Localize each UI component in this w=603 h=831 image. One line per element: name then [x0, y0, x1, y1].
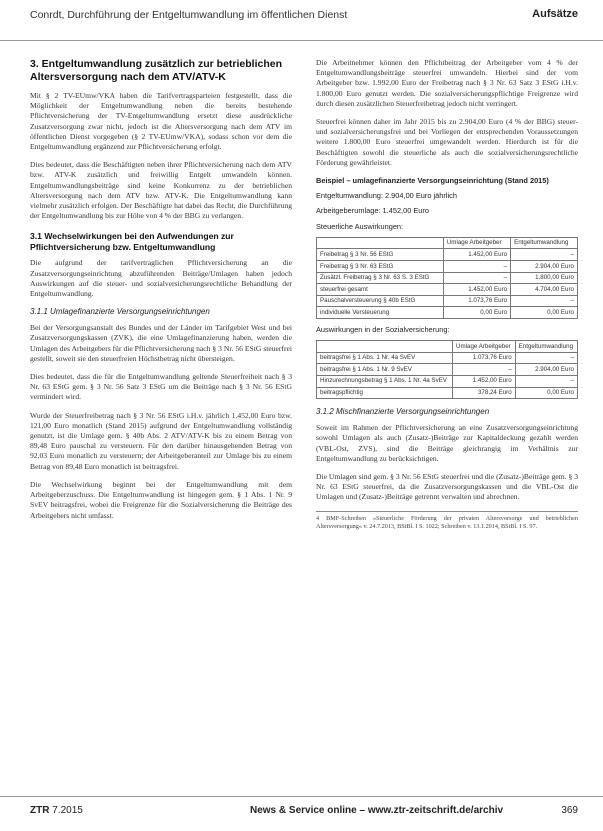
sv-title: Auswirkungen in der Sozialversicherung: [316, 325, 450, 334]
table-cell: 0,00 Euro [515, 387, 577, 399]
table-header: Entgeltumwandlung [511, 237, 578, 249]
table-cell: 0,00 Euro [443, 307, 510, 319]
table-cell: 378,24 Euro [453, 387, 516, 399]
table-cell: 4.704,00 Euro [511, 284, 578, 296]
subsubsection-heading: 3.1.1 Umlagefinanzierte Versorgungseinrichtungen [30, 307, 210, 317]
table-cell: – [443, 272, 510, 284]
table-cell: steuerfrei gesamt [317, 284, 444, 296]
journal-name: ZTR [30, 805, 50, 816]
sv-table [316, 340, 578, 399]
table-header-empty [317, 341, 453, 353]
table-cell: 2.904,00 Euro [515, 364, 577, 376]
table-row [317, 295, 578, 307]
paragraph: Mit § 2 TV-EUmw/VKA haben die Tarifvertragsparteien festgestellt, dass die Möglichkeit der Entgeltumwandlung neben die bereits bestehende Pflichtversicherung der TV-Entgeltumwandlung ersetzt diese ausdrückliche Zusatzversorgung zwar nicht, jedoch ist die Altersversorgung nach dem ATV im öffentlichen Dienst vorgegeben (§ 2 TV-EUmw/VKA), sodass schon vor dem die Entgeltumwandlung ergänzend zur Pflichtversicherung erfolgt. [30, 91, 292, 152]
table-cell: 0,00 Euro [511, 307, 578, 319]
table-cell: beitragsfrei § 1 Abs. 1 Nr. 9 SvEV [317, 364, 453, 376]
table-row [317, 364, 578, 376]
example-line: Entgeltumwandlung: 2.904,00 Euro jährlich [316, 191, 457, 201]
table-cell: beitragsfrei § 1 Abs. 1 Nr. 4a SvEV [317, 352, 453, 364]
table-cell: 1.073,76 Euro [453, 352, 516, 364]
example-line: Steuerliche Auswirkungen: [316, 221, 404, 231]
table-row [317, 387, 578, 399]
table-row [317, 307, 578, 319]
table-cell: 1.452,00 Euro [453, 375, 516, 387]
table-cell: – [515, 352, 577, 364]
page-footer [0, 796, 603, 825]
example-line: Arbeitgeberumlage: 1.452,00 Euro [316, 206, 429, 216]
paragraph: Soweit im Rahmen der Pflichtversicherung an eine Zusatzversorgungseinrichtung sowohl Umlagen als auch (Zusatz-)Beiträge zur Kapitaldeckung gezahlt werden (VBL-Ost, ZVS), sind die Beiträge gleichrangig im Verhältnis zur Entgeltumwandlung zu berücksichtigen. [316, 423, 578, 463]
left-column [30, 58, 292, 529]
table-cell: 1.073,76 Euro [443, 295, 510, 307]
table-cell: 1.452,00 Euro [443, 284, 510, 296]
example-title: Beispiel – umlagefinanzierte Versorgungseinrichtung (Stand 2015) [316, 176, 549, 186]
table-header: Entgeltumwandlung [515, 341, 577, 353]
table-header: Umlage Arbeitgeber [443, 237, 510, 249]
table-cell: – [443, 261, 510, 273]
section-heading: 3. Entgeltumwandlung zusätzlich zur betrieblichen Altersversorgung nach dem ATV/ATV-K [30, 58, 283, 83]
table-row [317, 352, 578, 364]
subsection-heading: 3.1 Wechselwirkungen bei den Aufwendungen zur Pflichtversicherung bzw. Entgeltumwandlung [30, 231, 234, 252]
table-row [317, 272, 578, 284]
paragraph: Bei der Versorgungsanstalt des Bundes und der Länder im Tarifgebiet West und bei Zusatzversorgungskassen (ZVK), die eine Umlagefinanzierung haben, werden die Umlagen des Arbeitgebers für die Pflichtversicherung nach § 3 Nr. 56 EStG steuerfrei gestellt, soweit sie den steuerfreien Höchstbetrag nicht übersteigen. [30, 323, 292, 363]
table-cell: Freibetrag § 3 Nr. 63 EStG [317, 261, 444, 273]
journal-issue [30, 805, 83, 816]
table-header-empty [317, 237, 444, 249]
tax-table [316, 237, 578, 319]
table-row [317, 249, 578, 261]
table-cell: – [511, 249, 578, 261]
table-cell: Hinzurechnungsbetrag § 1 Abs. 1 Nr. 4a SvEV [317, 375, 453, 387]
right-column [316, 58, 578, 531]
table-cell: Freibetrag § 3 Nr. 56 EStG [317, 249, 444, 261]
table-cell: – [515, 375, 577, 387]
table-cell: Zusätzl. Freibetrag § 3 Nr. 63 S. 3 EStG [317, 272, 444, 284]
table-row [317, 284, 578, 296]
table-header: Umlage Arbeitgeber [453, 341, 516, 353]
section-label: Aufsätze [532, 8, 578, 20]
table-cell: individuelle Versteuerung [317, 307, 444, 319]
table-cell: 1.800,00 Euro [511, 272, 578, 284]
subsubsection-heading: 3.1.2 Mischfinanzierte Versorgungseinrichtungen [316, 407, 490, 417]
table-cell: 2.904,00 Euro [511, 261, 578, 273]
page-number: 369 [561, 805, 578, 816]
table-cell: 1.452,00 Euro [443, 249, 510, 261]
paragraph: Wurde der Steuerfreibetrag nach § 3 Nr. 56 EStG i.H.v. jährlich 1.452,00 Euro bzw. 121,00 Euro monatlich (Stand 2015) aufgrund der Entgeltumwandlung vollständig genutzt, ist die Umlage gem. § 40b Abs. 2 ATV/ATV-K bis zu einem Betrag von 89,48 Euro pauschal zu versteuern. Für den darüber hinausgehenden Betrag von 92,03 Euro monatlich zu versteuern; der Arbeitgeberanteil zur Umlage bis zu einem Betrag von 89,48 Euro monatlich ist beitragsfrei. [30, 410, 292, 471]
table-cell: – [511, 295, 578, 307]
paragraph: Die Wechselwirkung beginnt bei der Entgeltumwandlung mit dem Arbeitgeberzuschuss. Die Entgeltumwandlung ist hingegen gem. § 1 Abs. 1 Nr. 9 SvEV beitragsfrei, wobei die Freigrenze für die Sozialversicherung die Beiträge des Arbeitgebers nicht umfasst. [30, 479, 292, 520]
page-header [0, 0, 603, 41]
footer-url: News & Service online – www.ztr-zeitschrift.de/archiv [250, 805, 504, 816]
paragraph: Dies bedeutet, dass die Beschäftigten neben ihrer Pflichtversicherung nach dem ATV bzw. ATV-K zusätzlich und freiwillig Entgelt umwandeln können. Entgeltumwandlungsbeiträge sind keine Konkurrenz zu der betrieblichen Altersversorgung nach dem ATV bzw. ATV-K. Die Entgeltumwandlung kann vielmehr zusätzlich erfolgen. Der Beschäftigte hat dabei das Recht, die Durchführung der Entgeltumwandlung bis zur Höhe von 4 % der BBG zu verlangen. [30, 160, 292, 221]
table-cell: – [453, 364, 516, 376]
paragraph: Die aufgrund der tarifvertraglichen Pflichtversicherung an die Zusatzversorgungseinrichtung abzuführenden Beiträge/Umlagen haben jedoch Auswirkungen auf die steuer- und sozialversicherungsrechtliche Behandlung der Entgeltumwandlung. [30, 258, 292, 299]
paragraph: Die Arbeitnehmer können den Pflichtbeitrag der Arbeitgeber vom 4 % der Entgeltumwandlungsbeiträge steuerfrei umwandeln. Hierbei sind der vom Arbeitgeber bzw. 1.992,00 Euro der Freibetrag nach § 3 Nr. 63 Satz 3 EStG i.H.v. 1.800,00 Euro genutzt werden. Die sozialversicherungspflichtige Freigrenze wird durch diesen zusätzlichen Steuerfreibetrag jedoch nicht verringert. [316, 58, 578, 108]
paragraph: Steuerfrei können daher im Jahr 2015 bis zu 2.904,00 Euro (4 % der BBG) steuer- und sozialversicherungsfrei und bei Vorliegen der entsprechenden Voraussetzungen weitere 1.800,00 Euro steuerfrei umgewandelt werden. Hierdurch ist für die Beschäftigten sowohl die steuerliche als auch die sozialversicherungsrechtliche Förderung gewährleistet. [316, 117, 578, 167]
table-row [317, 261, 578, 273]
table-cell: Pauschalversteuerung § 40b EStG [317, 295, 444, 307]
paragraph: Die Umlagen sind gem. § 3 Nr. 56 EStG steuerfrei und die (Zusatz-)Beiträge gem. § 3 Nr. 63 EStG steuerfrei, da die Zusatzversorgungskassen und die VBL-Ost die Umlagen und (Zusatz-)Beiträge getrennt verwalten und abrechnen. [316, 471, 578, 502]
paragraph: Dies bedeutet, dass die für die Entgeltumwandlung geltende Steuerfreiheit nach § 3 Nr. 63 EStG gem. § 3 Nr. 56 Satz 3 EStG um die Beiträge nach § 3 Nr. 56 EStG vermindert wird. [30, 372, 292, 402]
table-cell: beitragspflichtig [317, 387, 453, 399]
footnote: 4 BMF-Schreiben »Steuerliche Förderung der privaten Altersvorsorge und betrieblichen Altersversorgung« v. 24.7.2013, BStBl. I S. 1022; Schreiben v. 13.1.2014, BStBl. I S. 97. [316, 511, 578, 531]
running-title: Conrdt, Durchführung der Entgeltumwandlung im öffentlichen Dienst [30, 9, 348, 21]
table-row [317, 375, 578, 387]
issue-number: 7.2015 [52, 805, 83, 816]
